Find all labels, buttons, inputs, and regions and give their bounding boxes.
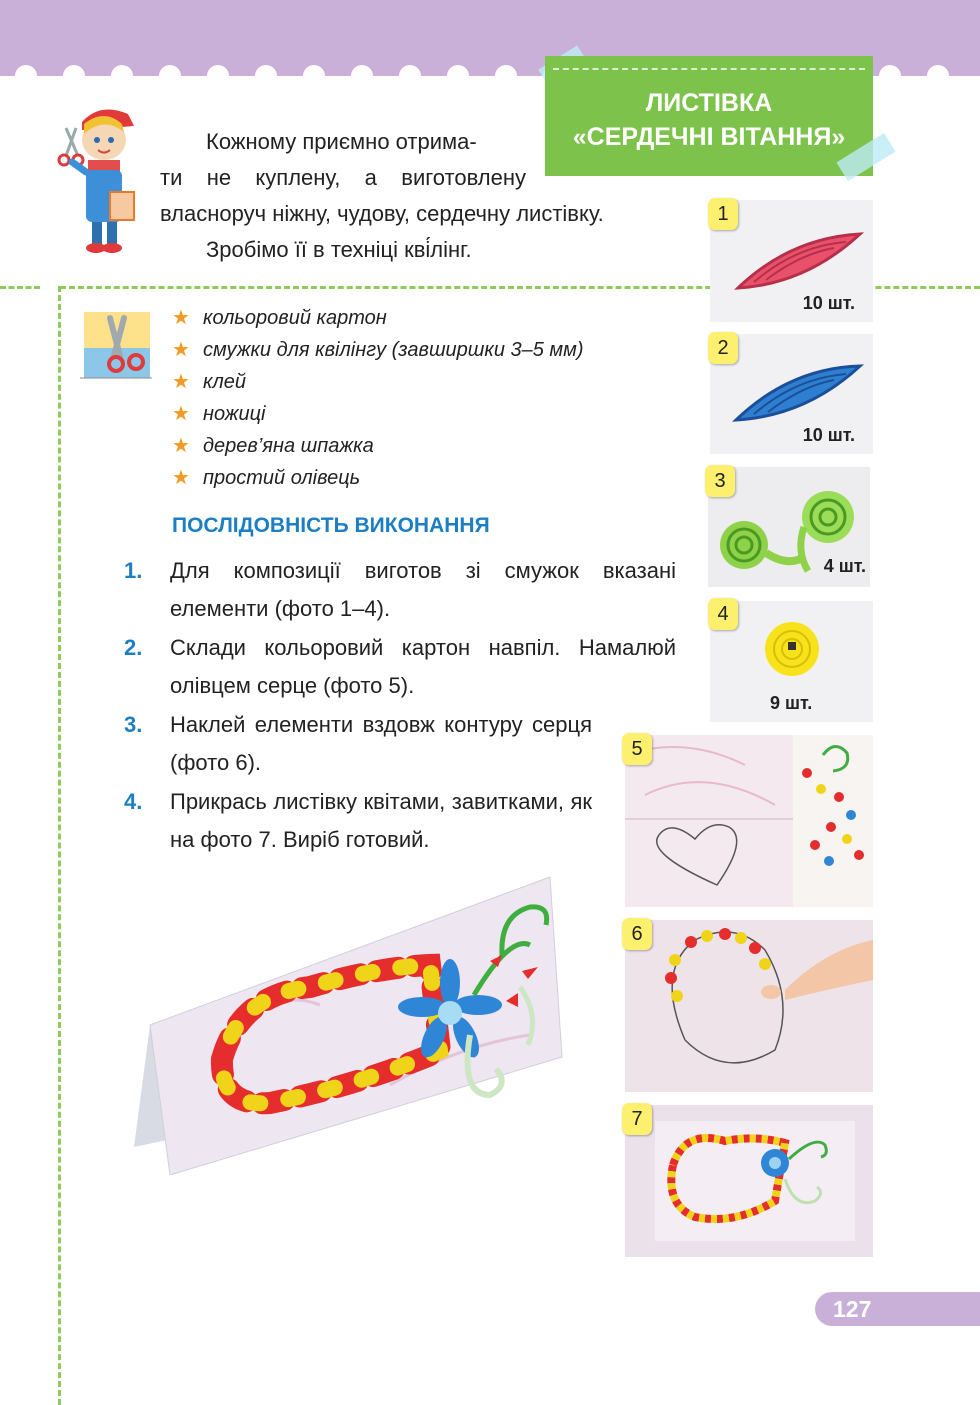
list-item	[172, 398, 692, 430]
quantity-label: 10 шт.	[802, 425, 855, 445]
dashed-divider	[0, 286, 40, 289]
boy-with-scissors-illustration	[52, 100, 152, 256]
sequence-heading: ПОСЛІДОВНІСТЬ ВИКОНАННЯ	[172, 514, 490, 537]
photo-number-badge: 6	[622, 918, 652, 950]
step-text: Прикрась листівку квітами, завитками, як на фото 7. Виріб готовий.	[170, 789, 592, 852]
dashed-margin-line	[58, 286, 61, 1405]
star-icon: ★	[172, 339, 190, 361]
step-number: 4.	[124, 789, 143, 814]
photo-5	[625, 735, 873, 907]
title-line-2: «СЕРДЕЧНІ ВІТАННЯ»	[572, 123, 846, 151]
photo-number-badge: 5	[622, 733, 652, 765]
title-line-1: ЛИСТІВКА	[645, 89, 773, 117]
star-icon: ★	[172, 307, 190, 329]
star-icon: ★	[172, 403, 190, 425]
heart-outline-on-cardboard-image	[625, 735, 873, 907]
photo-6	[625, 920, 873, 1092]
materials-list	[172, 302, 692, 494]
materials-icon	[80, 308, 152, 380]
step-item	[124, 629, 676, 705]
step-text: Для композиції виготов зі смужок вказані елементи (фото 1–4).	[170, 558, 676, 621]
photo-7	[625, 1105, 873, 1257]
list-item	[172, 430, 692, 462]
photo-number-badge: 7	[622, 1103, 652, 1135]
gluing-elements-along-heart-image	[625, 920, 873, 1092]
quantity-label: 9 шт.	[770, 693, 813, 713]
intro-line: ти не куплену, а виготовлену	[160, 165, 526, 190]
step-text: Склади кольоровий картон навпіл. Намалюй олівцем серце (фото 5).	[170, 635, 676, 698]
material-label: кольоровий картон	[203, 307, 387, 329]
material-label: клей	[203, 371, 246, 393]
step-item	[124, 706, 592, 782]
photo-number-badge: 4	[708, 598, 738, 630]
intro-line: власноруч ніжну, чудову, сердечну листівку.	[160, 201, 604, 226]
quantity-label: 10 шт.	[802, 293, 855, 313]
quantity-label: 4 шт.	[823, 556, 866, 576]
step-number: 3.	[124, 712, 143, 737]
star-icon: ★	[172, 371, 190, 393]
step-number: 2.	[124, 635, 143, 660]
step-number: 1.	[124, 558, 143, 583]
list-item	[172, 302, 692, 334]
list-item	[172, 366, 692, 398]
material-label: смужки для квілінгу (завширшки 3–5 мм)	[203, 339, 584, 361]
intro-text	[160, 124, 676, 268]
star-icon: ★	[172, 435, 190, 457]
material-label: простий олівець	[203, 467, 361, 489]
page-number: 127	[815, 1292, 980, 1326]
list-item	[172, 462, 692, 494]
finished-greeting-card-image	[130, 875, 565, 1175]
material-label: ножиці	[203, 403, 266, 425]
material-label: дерев’яна шпажка	[203, 435, 374, 457]
star-icon: ★	[172, 467, 190, 489]
list-item	[172, 334, 692, 366]
finished-card-small-image	[625, 1105, 873, 1257]
intro-line: Зробімо її в техніці кві́лінг.	[206, 237, 472, 262]
step-text: Наклей елементи вздовж контуру серця (фото 6).	[170, 712, 592, 775]
photo-number-badge: 3	[705, 465, 735, 497]
intro-line: Кожному приємно отрима-	[206, 129, 477, 154]
photo-number-badge: 1	[708, 198, 738, 230]
photo-number-badge: 2	[708, 332, 738, 364]
step-item	[124, 552, 676, 628]
step-item	[124, 783, 592, 859]
